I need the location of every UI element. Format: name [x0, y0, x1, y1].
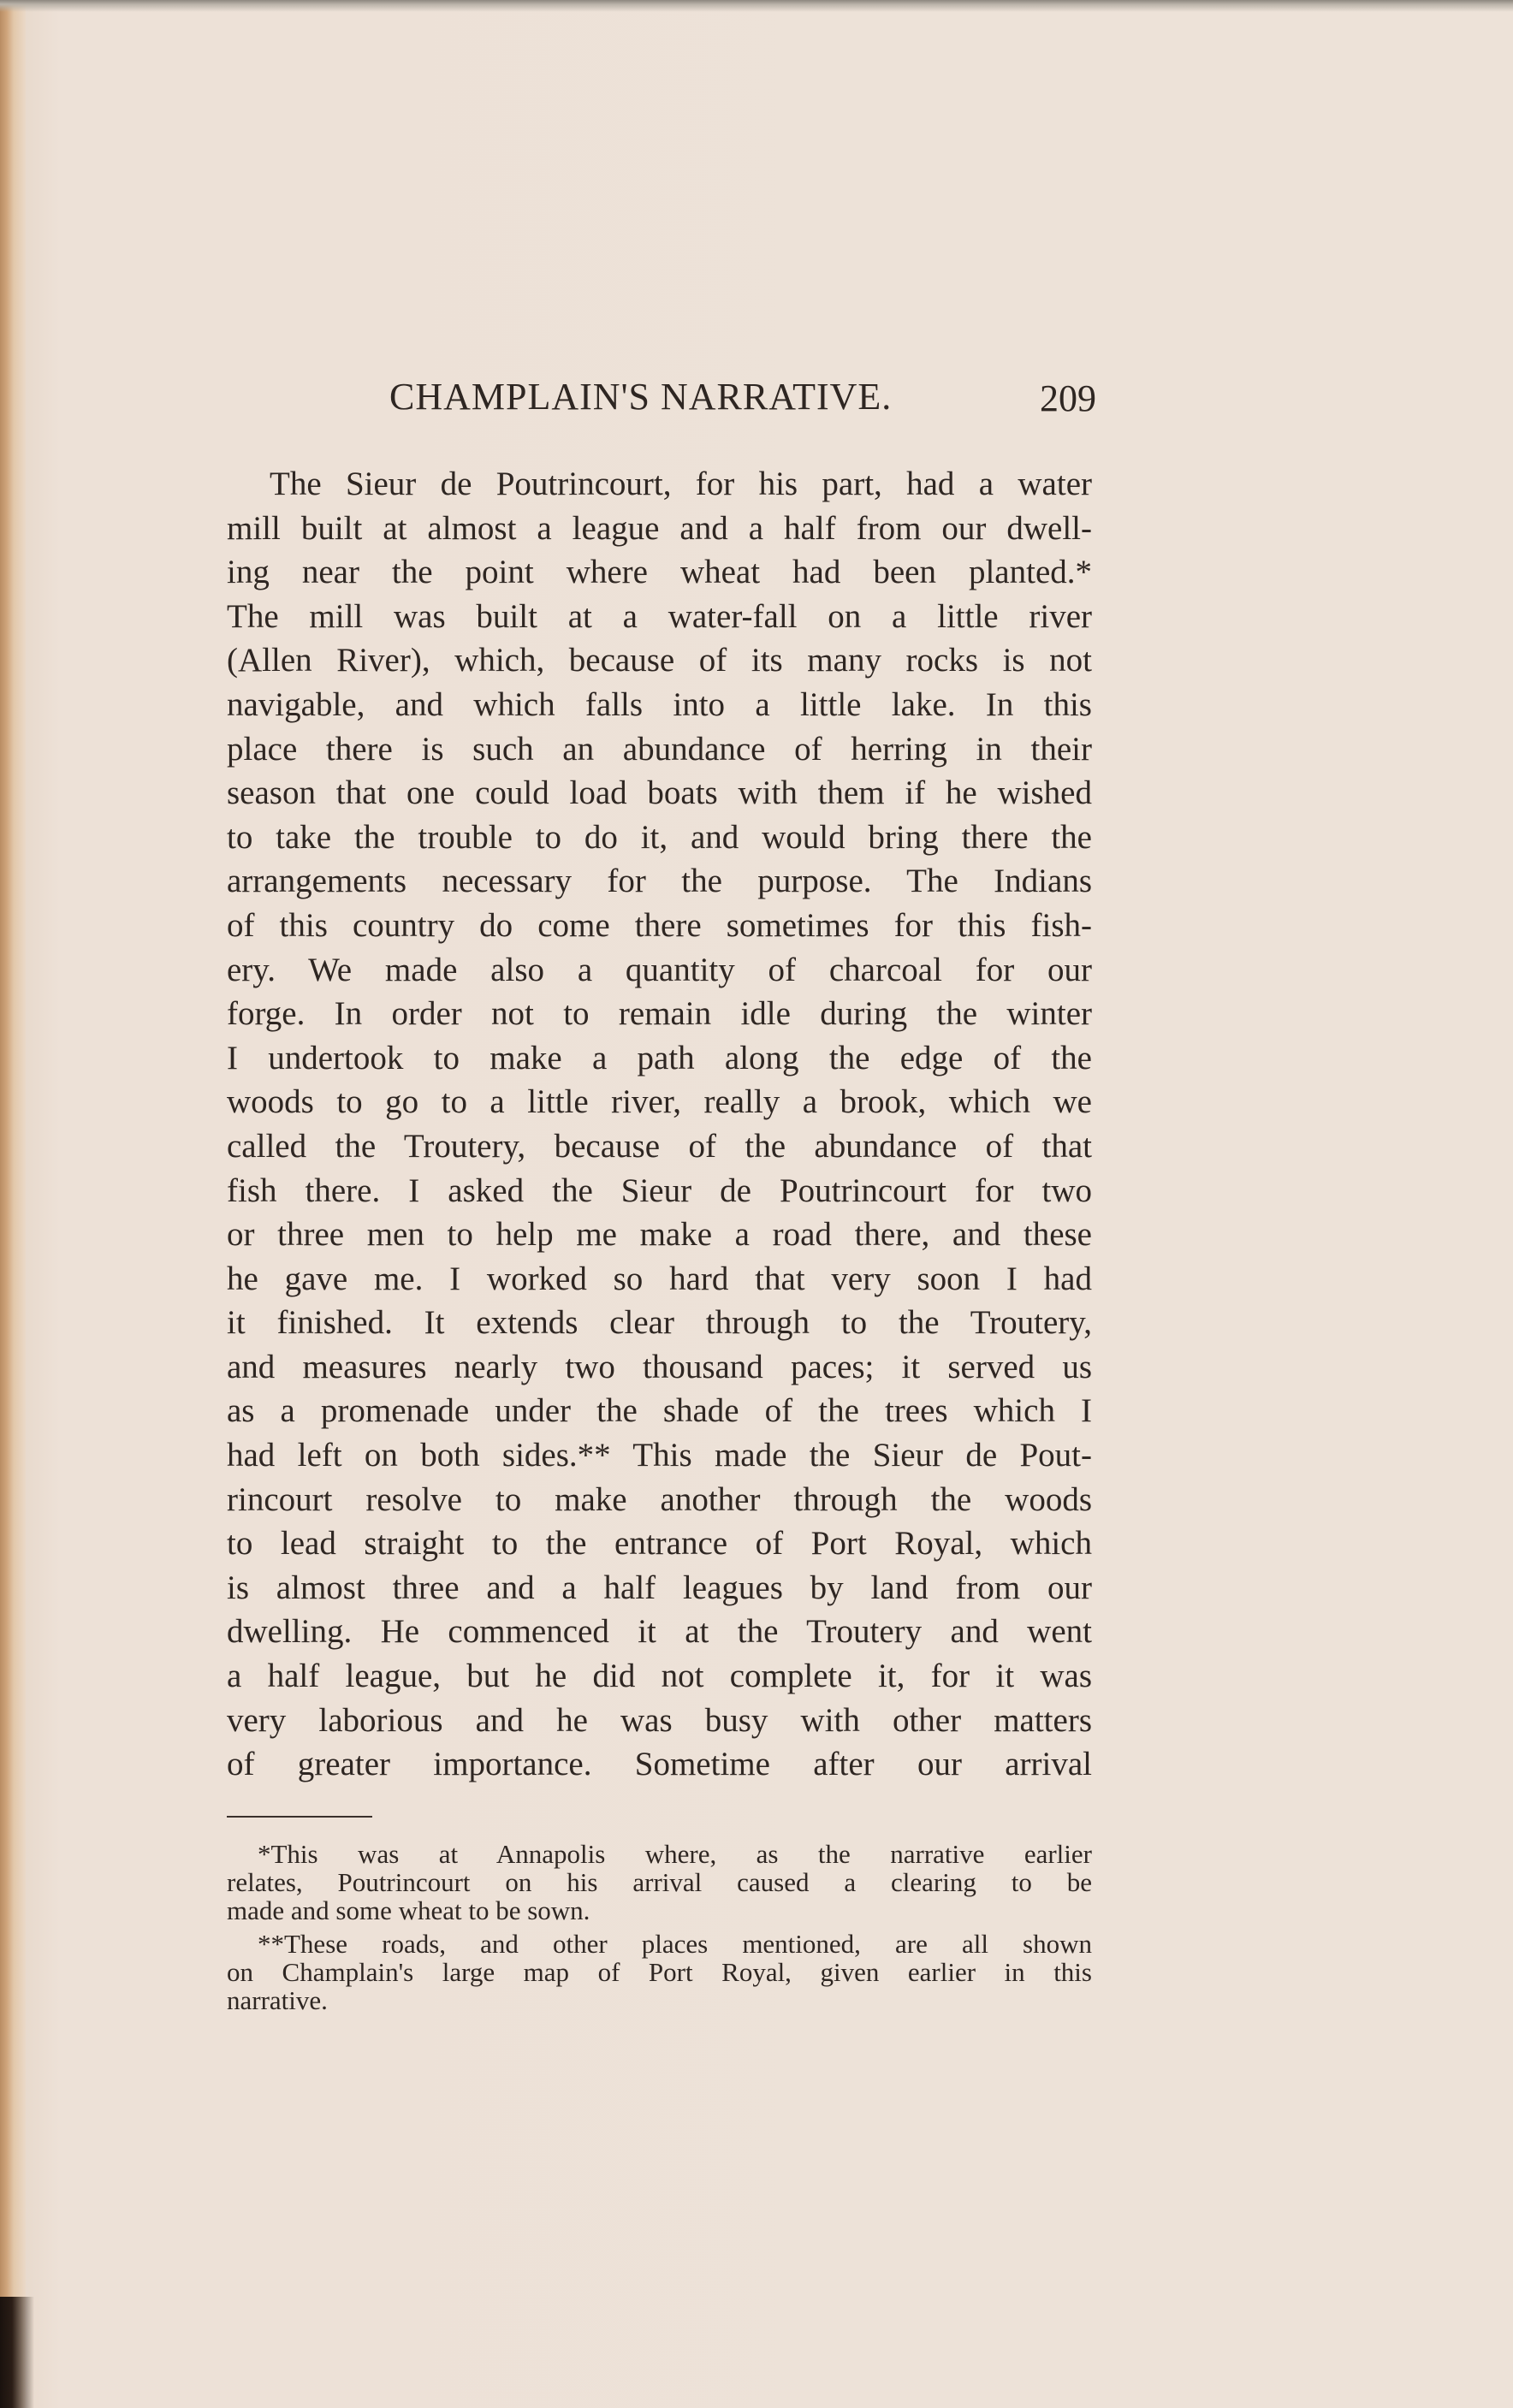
footnote-2 [227, 1930, 1092, 2014]
footnote-line: **These roads, and other places mentioned, are all shown [258, 1929, 1092, 1959]
body-line: The Sieur de Poutrincourt, for his part, had a water [270, 466, 1092, 502]
running-header [389, 375, 1096, 426]
body-line: mill built at almost a league and a half from our dwell- [227, 509, 1092, 547]
body-line: I undertook to make a path along the edge of the [227, 1039, 1092, 1076]
body-text [227, 462, 1092, 1787]
body-line: woods to go to a little river, really a brook, which we [227, 1083, 1092, 1121]
body-line: season that one could load boats with them if he wished [227, 774, 1092, 812]
body-line: a half league, but he did not complete it, for it was [227, 1658, 1092, 1695]
body-line: is almost three and a half leagues by land from our [227, 1569, 1092, 1606]
body-line: fish there. I asked the Sieur de Poutrincourt for two [227, 1171, 1092, 1209]
footnote-line: *This was at Annapolis where, as the narrative earlier [258, 1839, 1092, 1869]
page-number: 209 [1040, 377, 1096, 419]
body-line: arrangements necessary for the purpose. The Indians [227, 863, 1092, 900]
binding-shadow [0, 2297, 34, 2408]
running-title: CHAMPLAIN'S NARRATIVE. [389, 376, 893, 418]
footnote-line: relates, Poutrincourt on his arrival caused a clearing to be [227, 1867, 1092, 1897]
footnotes [227, 1840, 1092, 2014]
body-line: of greater importance. Sometime after our arrival [227, 1746, 1092, 1783]
footnote-line: on Champlain's large map of Port Royal, given earlier in this [227, 1957, 1092, 1987]
binding-edge [0, 0, 26, 2408]
body-line: of this country do come there sometimes for this fish- [227, 906, 1092, 944]
body-line: forge. In order not to remain idle during the winter [227, 995, 1092, 1033]
footnote-rule [227, 1816, 372, 1818]
footnote-line: made and some wheat to be sown. [227, 1895, 590, 1925]
body-line: had left on both sides.** This made the Sieur de Pout- [227, 1437, 1092, 1474]
body-line: dwelling. He commenced it at the Troutery and went [227, 1613, 1092, 1651]
footnote-line: narrative. [227, 1985, 328, 2015]
body-line: and measures nearly two thousand paces; it served us [227, 1348, 1092, 1385]
body-line: place there is such an abundance of herring in their [227, 730, 1092, 768]
footnote-1 [227, 1840, 1092, 1925]
body-line: The mill was built at a water-fall on a little river [227, 597, 1092, 635]
body-line: as a promenade under the shade of the trees which I [227, 1392, 1092, 1430]
body-line: to lead straight to the entrance of Port Royal, which [227, 1525, 1092, 1563]
body-line: it finished. It extends clear through to the Troutery, [227, 1304, 1092, 1342]
body-line: to take the trouble to do it, and would bring there the [227, 818, 1092, 856]
body-line: called the Troutery, because of the abundance of that [227, 1127, 1092, 1165]
body-line: or three men to help me make a road there, and these [227, 1216, 1092, 1254]
body-line: navigable, and which falls into a little lake. In this [227, 685, 1092, 723]
body-line: (Allen River), which, because of its many rocks is not [227, 642, 1092, 679]
body-line: ery. We made also a quantity of charcoal for our [227, 951, 1092, 988]
body-line: ing near the point where wheat had been planted.* [227, 554, 1092, 591]
body-line: rincourt resolve to make another through the woods [227, 1480, 1092, 1518]
body-line: very laborious and he was busy with other matters [227, 1701, 1092, 1739]
body-line: he gave me. I worked so hard that very soon I had [227, 1260, 1092, 1297]
page-top-edge [0, 0, 1513, 12]
